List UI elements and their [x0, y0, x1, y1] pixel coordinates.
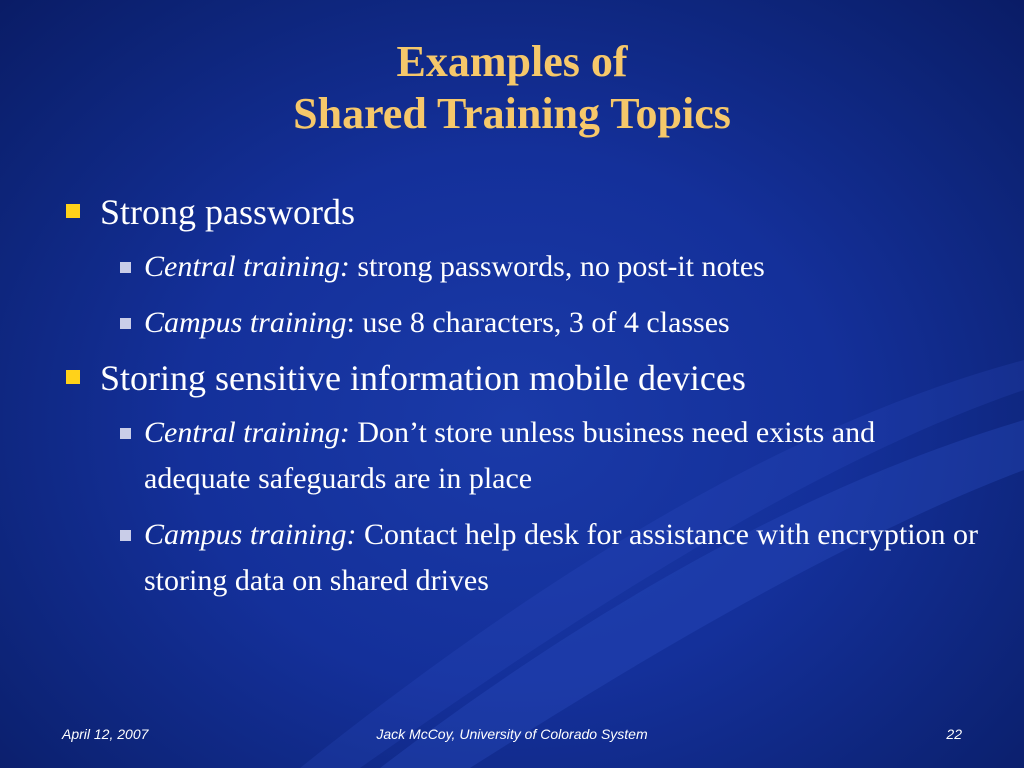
slide-title-line2: Shared Training Topics [293, 89, 731, 138]
bullet-text: Strong passwords [100, 192, 356, 232]
bullet-storing-sensitive-info [60, 356, 980, 400]
bullet-strong-passwords [60, 190, 980, 234]
footer-page-number: 22 [946, 726, 962, 742]
sub-bullet-square-icon [120, 530, 131, 541]
slide-title [0, 36, 1024, 140]
sub-bullet-label: Campus training: [144, 518, 357, 551]
sub-bullet-text: Don’t store unless business need exists and adequate safeguards are in place [144, 416, 876, 495]
sub-bullet-label: Central training: [144, 416, 350, 449]
sub-bullet-square-icon [120, 318, 131, 329]
sub-bullet-campus-training [116, 512, 980, 604]
sub-bullet-label: Central training: [144, 250, 350, 283]
sub-bullet-central-training [116, 410, 980, 502]
sub-bullet-label: Campus training [144, 306, 347, 339]
sub-bullet-campus-training [116, 300, 980, 346]
sub-bullet-text: Contact help desk for assistance with encryption or storing data on shared drives [144, 518, 979, 597]
sub-bullet-central-training [116, 244, 980, 290]
footer-date: April 12, 2007 [62, 726, 149, 742]
sub-bullet-text: strong passwords, no post-it notes [349, 250, 765, 283]
bullet-square-icon [66, 370, 80, 384]
sub-bullet-square-icon [120, 428, 131, 439]
bullet-text: Storing sensitive information mobile devices [100, 358, 746, 398]
bullet-list [60, 190, 980, 614]
sub-bullet-square-icon [120, 262, 131, 273]
footer-author: Jack McCoy, University of Colorado System [376, 726, 648, 742]
sub-bullet-text: : use 8 characters, 3 of 4 classes [346, 306, 730, 339]
slide-title-line1: Examples of [396, 37, 628, 86]
bullet-square-icon [66, 204, 80, 218]
